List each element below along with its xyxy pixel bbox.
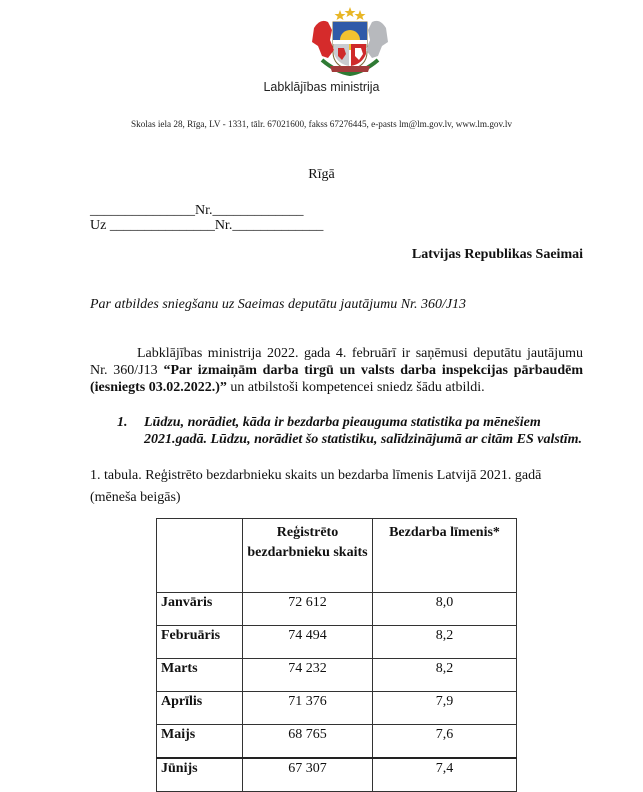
registered-cell: 68 765 [243, 725, 373, 759]
month-cell: Maijs [157, 725, 243, 759]
table-row [157, 593, 517, 626]
rate-cell: 7,9 [373, 692, 517, 725]
registered-cell: 72 612 [243, 593, 373, 626]
question-title: “Par izmaiņām darba tirgū un valsts darba inspekcijas pārbaudēm (iesniegts 03.02.2022.)” [90, 363, 583, 395]
header-registered-unemployed: Reģistrēto bezdarbnieku skaits [243, 519, 373, 593]
registered-cell: 74 494 [243, 626, 373, 659]
header-month [157, 519, 243, 593]
registered-cell: 67 307 [243, 758, 373, 792]
unemployment-table [156, 518, 517, 792]
reply-to-number-line: Uz _______________Nr._____________ [90, 218, 324, 233]
month-cell: Jūnijs [157, 758, 243, 792]
contact-line: Skolas iela 28, Rīga, LV - 1331, tālr. 67021600, fakss 67276445, e-pasts lm@lm.gov.lv, www.lm.gov.lv [131, 119, 512, 129]
question-item [117, 414, 583, 448]
registered-cell: 71 376 [243, 692, 373, 725]
recipient: Latvijas Republikas Saeimai [411, 247, 583, 262]
body-intro-part1: Labklājības ministrija 2022. gada 4. februārī ir saņēmusi deputātu jautājumu Nr. 360/J13 [90, 346, 583, 378]
month-cell: Janvāris [157, 593, 243, 626]
table-row [157, 758, 517, 792]
rate-cell: 8,2 [373, 626, 517, 659]
table-row [157, 659, 517, 692]
document-number-line: _______________Nr._____________ [90, 203, 304, 218]
table-row [157, 692, 517, 725]
table-row [157, 725, 517, 759]
month-cell: Aprīlis [157, 692, 243, 725]
rate-cell: 7,6 [373, 725, 517, 759]
subject-line: Par atbildes sniegšanu uz Saeimas deputātu jautājumu Nr. 360/J13 [90, 297, 467, 312]
registered-cell: 74 232 [243, 659, 373, 692]
table-caption: 1. tabula. Reģistrēto bezdarbnieku skaits un bezdarba līmenis Latvijā 2021. gadā (mēneša beigās) [90, 468, 542, 505]
rate-cell: 7,4 [373, 758, 517, 792]
rate-cell: 8,0 [373, 593, 517, 626]
body-paragraph [90, 345, 583, 396]
month-cell: Marts [157, 659, 243, 692]
header-unemployment-rate: Bezdarba līmenis* [373, 519, 517, 593]
month-cell: Februāris [157, 626, 243, 659]
rate-cell: 8,2 [373, 659, 517, 692]
place-of-issue: Rīgā [308, 167, 335, 182]
table-row [157, 626, 517, 659]
body-intro-part2: un atbilstoši kompetencei sniedz šādu atbildi. [226, 380, 485, 395]
latvia-coat-of-arms-icon [300, 6, 400, 78]
question-number: 1. [117, 415, 128, 430]
question-text: Lūdzu, norādiet, kāda ir bezdarba pieauguma statistika pa mēnešiem 2021.gadā. Lūdzu, norādiet šo statistiku, salīdzinājumā ar citām ES valstīm. [144, 415, 582, 447]
ministry-name: Labklājības ministrija [263, 80, 380, 94]
table-header-row [157, 519, 517, 593]
